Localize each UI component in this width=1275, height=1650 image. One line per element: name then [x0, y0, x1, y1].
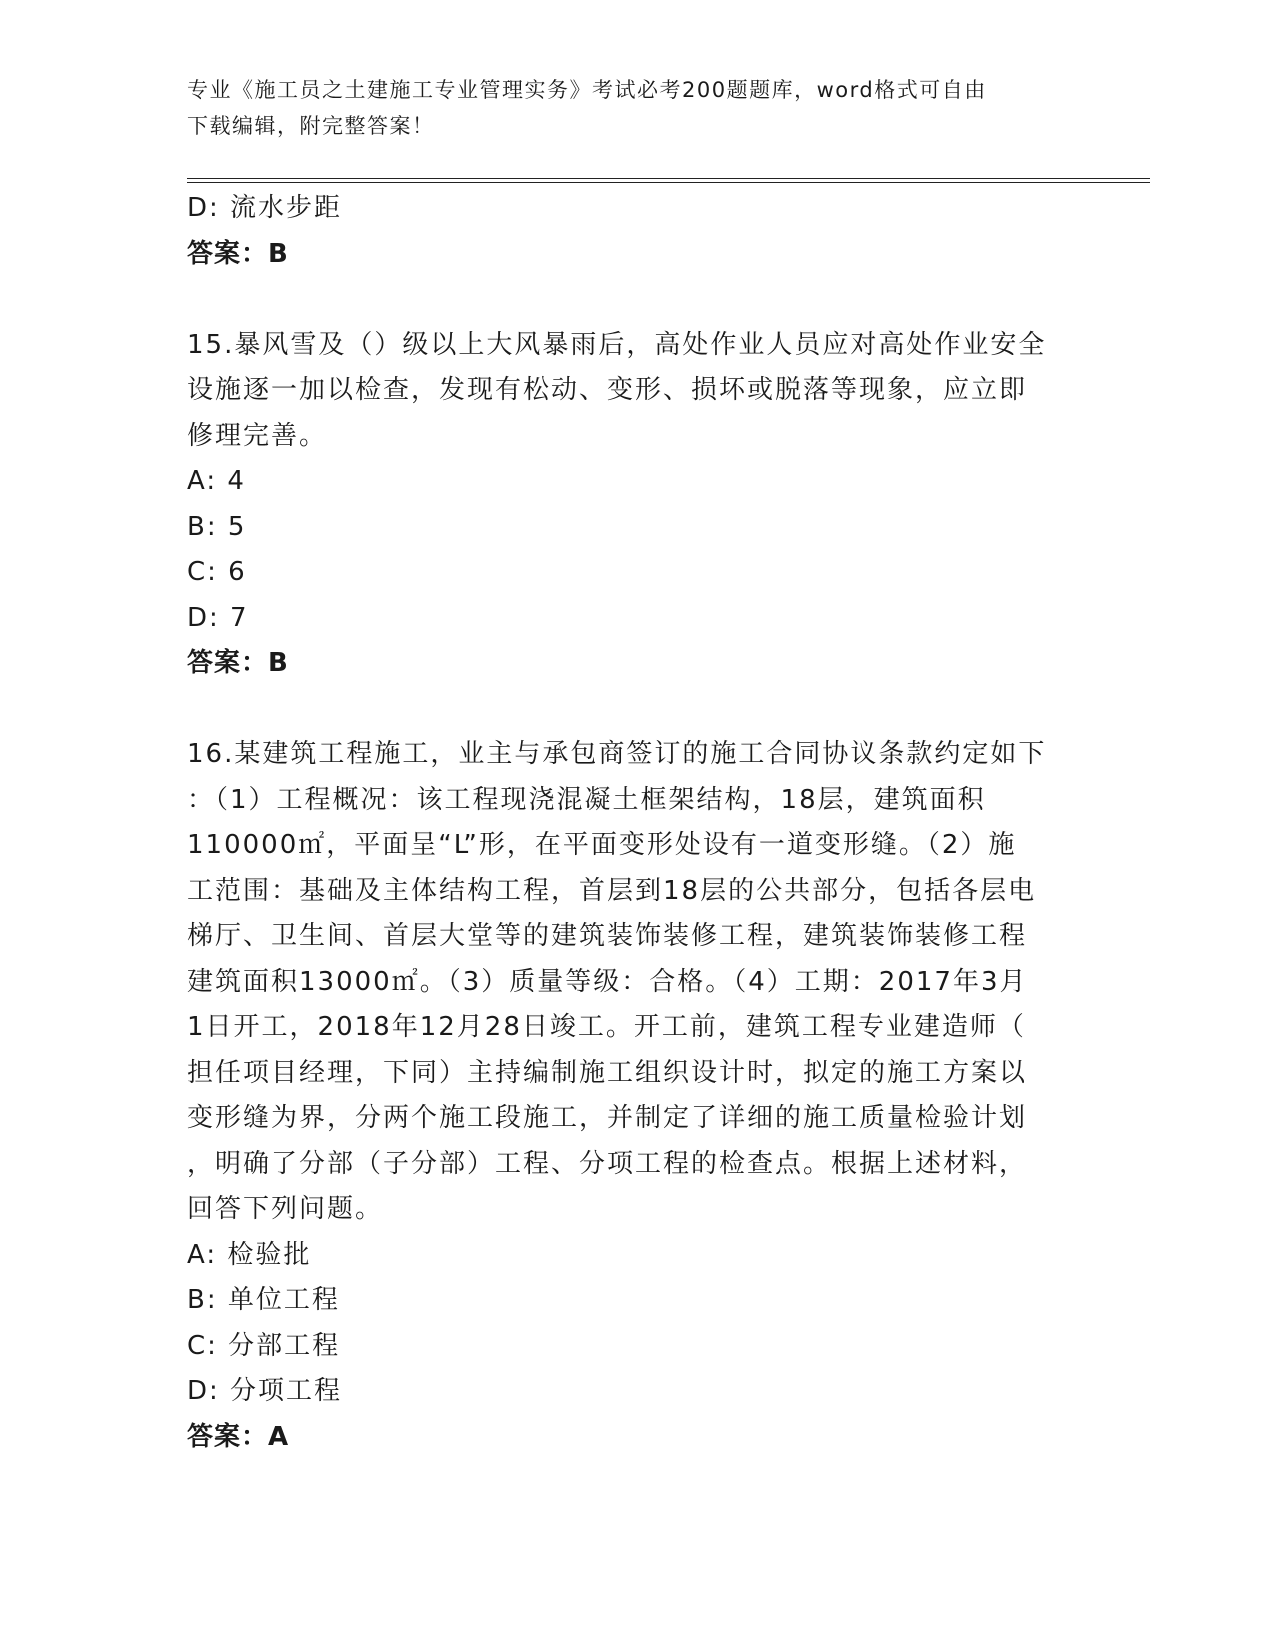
header-title-line-1: 专业《施工员之土建施工专业管理实务》考试必考200题题库，word格式可自由: [187, 78, 987, 102]
header-divider-bottom: [187, 182, 1150, 183]
question-16-stem-line: 担任项目经理，下同）主持编制施工组织设计时，拟定的施工方案以: [187, 1057, 1028, 1088]
question-16-stem-line: 16.某建筑工程施工，业主与承包商签订的施工合同协议条款约定如下: [187, 739, 1047, 769]
question-16-stem-line: ：（1）工程概况：该工程现浇混凝土框架结构，18层，建筑面积: [187, 784, 986, 815]
question-16-option-a: A: 检验批: [187, 1239, 312, 1270]
spacer: [187, 277, 1087, 323]
header-title-line-2: 下载编辑，附完整答案！: [187, 114, 435, 138]
question-16-option-b: B: 单位工程: [187, 1285, 340, 1315]
question-15-answer: 答案：B: [187, 648, 289, 678]
question-15-stem-line: 15.暴风雪及（）级以上大风暴雨后，高处作业人员应对高处作业安全: [187, 329, 1047, 360]
question-16-option-d: D: 分项工程: [187, 1376, 343, 1406]
document-body: [187, 186, 1087, 1460]
question-15-option-a: A: 4: [187, 466, 246, 496]
question-16-stem-line: 110000㎡，平面呈“L”形，在平面变形处设有一道变形缝。（2）施: [187, 830, 1017, 860]
prev-answer: 答案：B: [187, 238, 289, 269]
question-16: [187, 732, 1087, 1460]
prev-option-d: D: 流水步距: [187, 193, 343, 223]
question-15-stem-line: 修理完善。: [187, 420, 328, 451]
question-16-answer: 答案：A: [187, 1421, 290, 1452]
question-16-option-c: C: 分部工程: [187, 1330, 341, 1361]
question-15-option-d: D: 7: [187, 602, 249, 633]
question-16-stem-line: 工范围：基础及主体结构工程，首层到18层的公共部分，包括各层电: [187, 875, 1037, 906]
question-15: [187, 323, 1087, 687]
question-16-stem-line: ，明确了分部（子分部）工程、分项工程的检查点。根据上述材料，: [187, 1148, 1028, 1179]
question-15-stem-line: 设施逐一加以检查，发现有松动、变形、损坏或脱落等现象，应立即: [187, 375, 1028, 405]
question-16-stem-line: 变形缝为界，分两个施工段施工，并制定了详细的施工质量检验计划: [187, 1103, 1028, 1133]
question-16-stem-line: 梯厅、卫生间、首层大堂等的建筑装饰装修工程，建筑装饰装修工程: [187, 921, 1028, 951]
header-divider-top: [187, 178, 1150, 179]
question-16-stem-line: 回答下列问题。: [187, 1194, 384, 1224]
question-16-stem-line: 1日开工，2018年12月28日竣工。开工前，建筑工程专业建造师（: [187, 1012, 1026, 1042]
spacer: [187, 687, 1087, 733]
question-15-option-b: B: 5: [187, 511, 247, 542]
document-header: [187, 72, 1067, 144]
question-15-option-c: C: 6: [187, 557, 247, 587]
question-16-stem-line: 建筑面积13000㎡。（3）质量等级：合格。（4）工期：2017年3月: [187, 966, 1028, 997]
